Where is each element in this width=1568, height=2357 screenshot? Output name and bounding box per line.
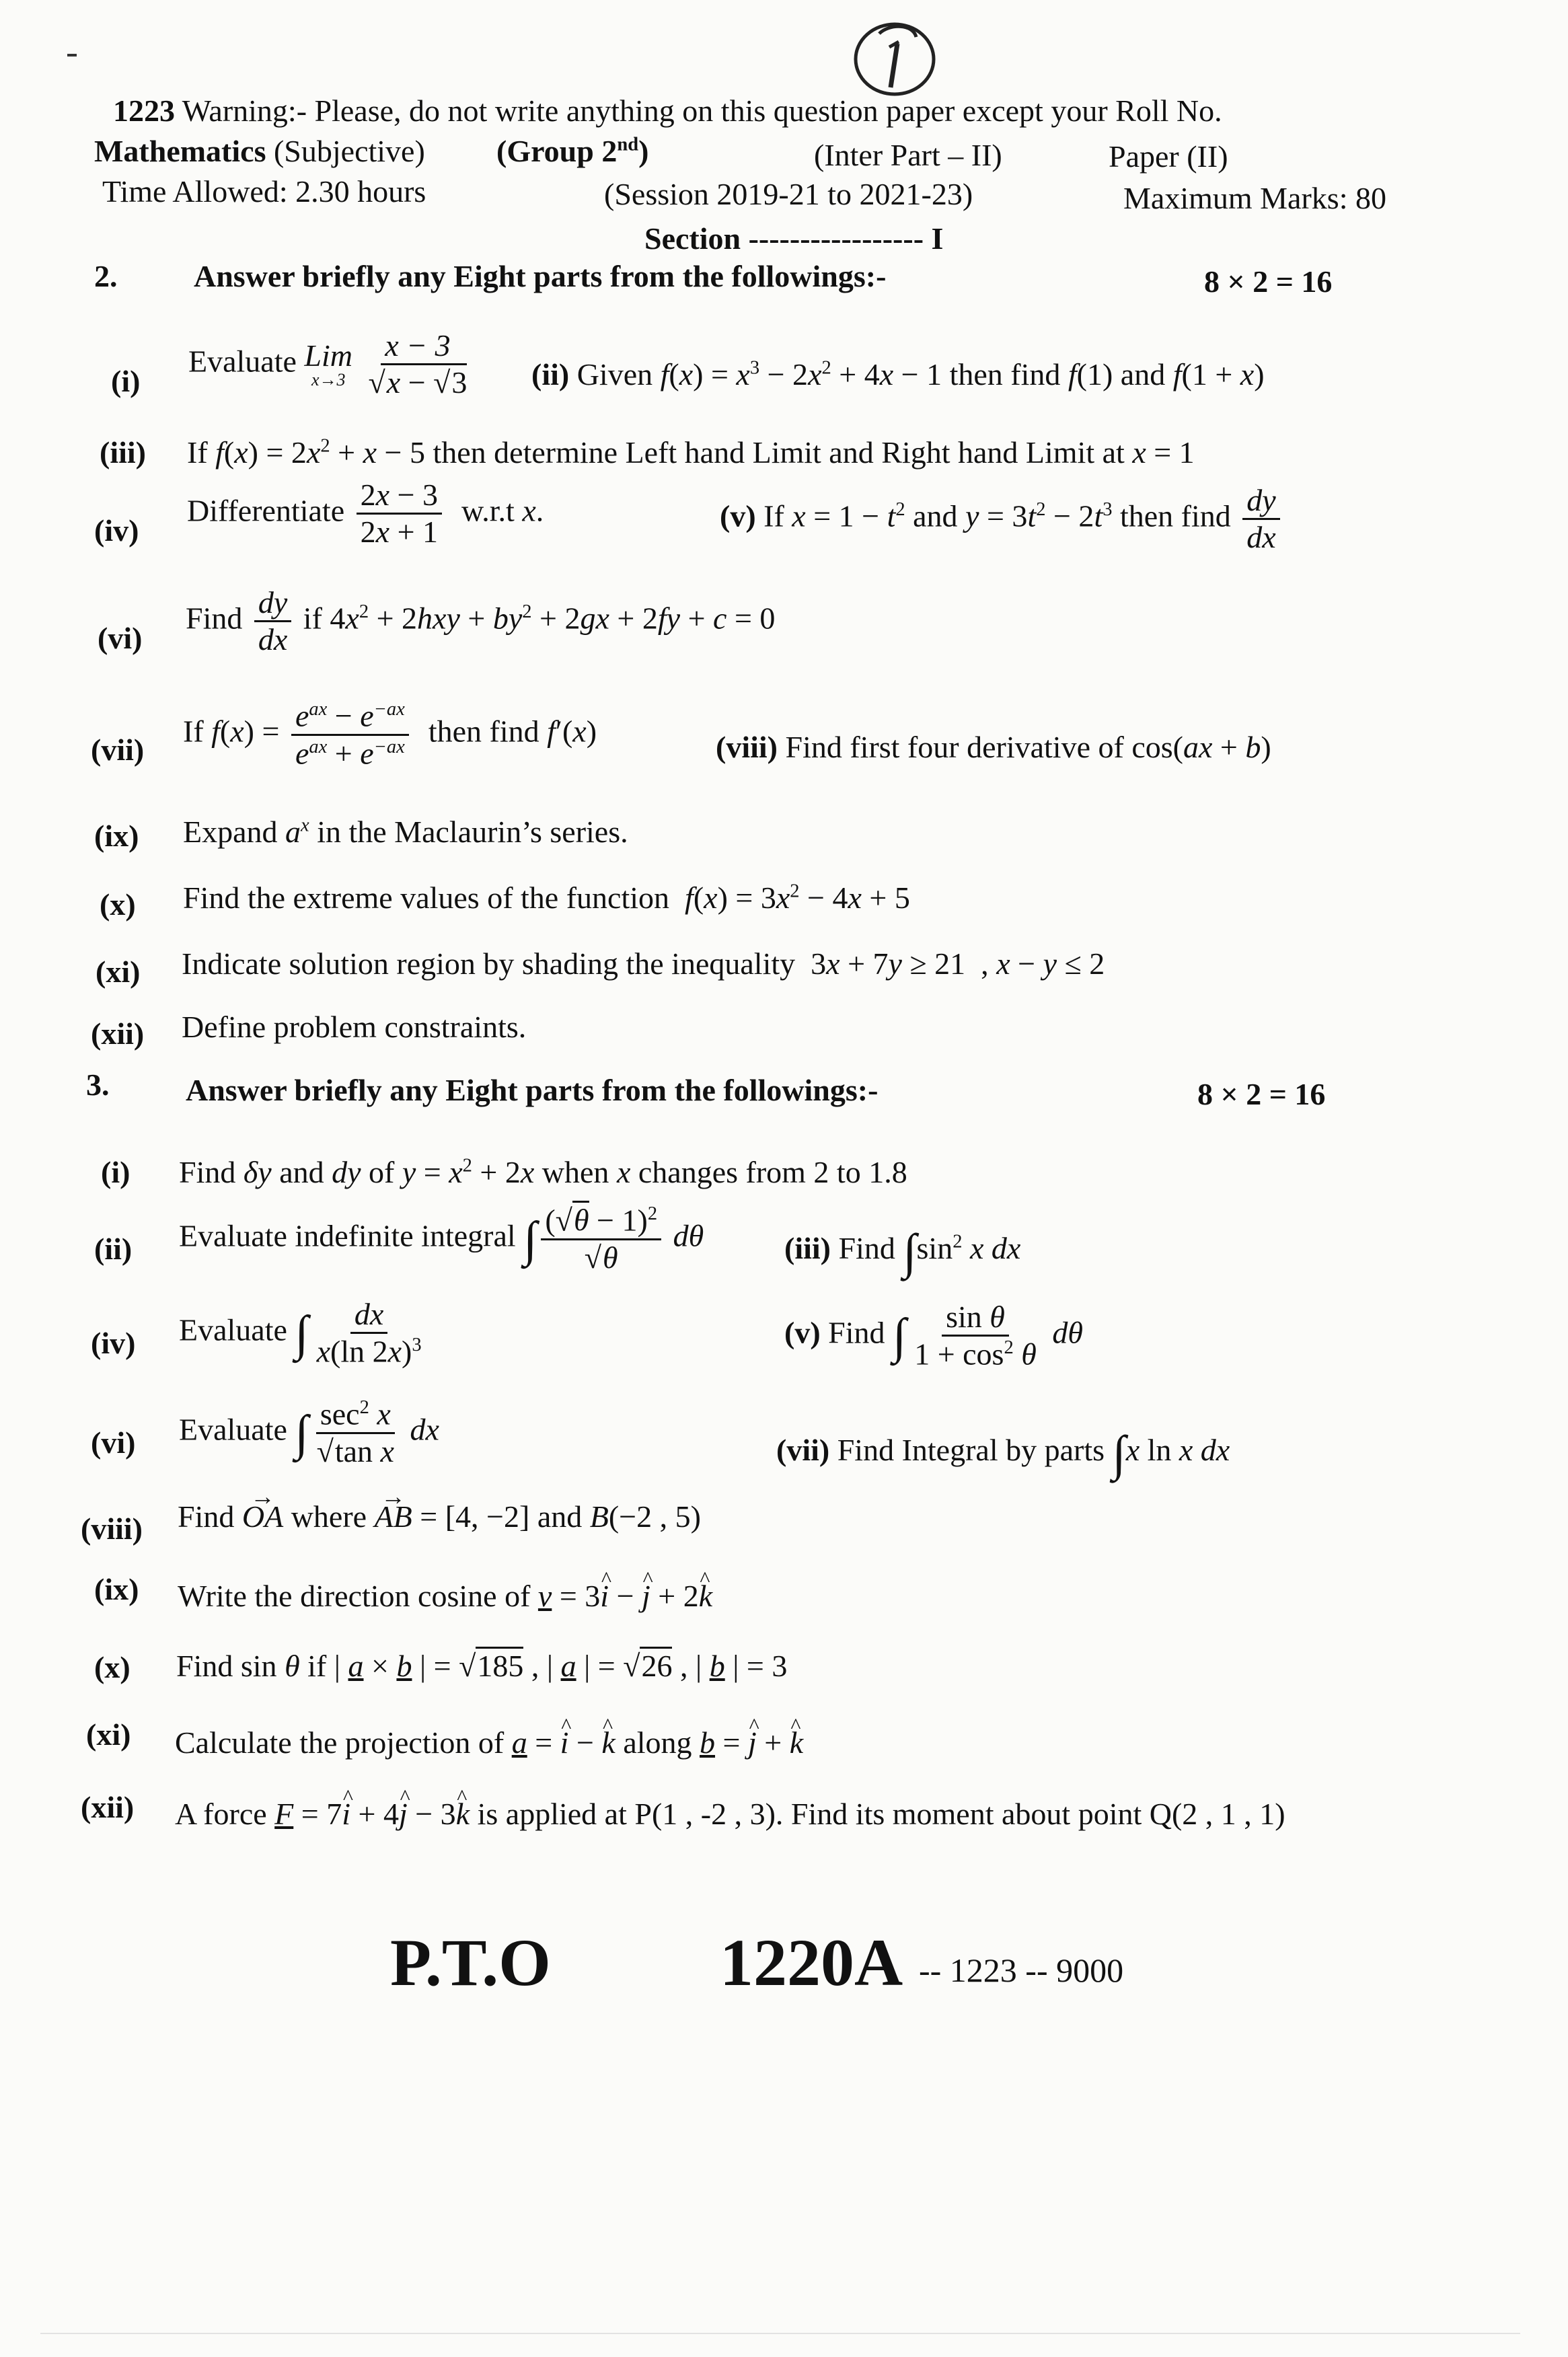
q3-part-vii: (vii) Find Integral by parts ∫x ln x dx (776, 1425, 1230, 1481)
q2-part-iv: Differentiate $\frac{2x - 3}{2x + 1}$ w.r.t x. (187, 478, 544, 550)
q2-part-v: (v) If $x = 1 - t^2$ and $y = 3t^2 - 2t^3$ then find $\frac{dy}{dx}$ (720, 484, 1284, 554)
group-label: (Group 2nd) (496, 134, 649, 168)
q2-label-vii: (vii) (91, 733, 145, 767)
q3-part-xi: Calculate the projection of a = ^ i − ^ k along b = ^ j + ^ k (175, 1725, 803, 1760)
warning-text: Warning:- Please, do not write anything on this question paper except your Roll No. (182, 93, 1222, 128)
subject-line (94, 133, 425, 169)
paper-label: Paper (II) (1109, 139, 1228, 174)
q3-instruction: Answer briefly any Eight parts from the followings:- (186, 1073, 879, 1107)
q3-label-ix: (ix) (94, 1572, 139, 1606)
q3-label-vi: (vi) (91, 1425, 136, 1460)
q2-part-xii: Define problem constraints. (182, 1010, 527, 1044)
q3-label-xi: (xi) (86, 1717, 131, 1752)
q2-label-x: (x) (100, 887, 136, 922)
q2-label-i: (i) (111, 364, 141, 398)
q2-label-ix: (ix) (94, 819, 139, 853)
part-label: (Inter Part – II) (814, 138, 1002, 172)
q2-part-i: Evaluate Lim x→3 $\frac{x - 3}{√x - √3}$ (188, 328, 468, 400)
q3-label-iv: (iv) (91, 1326, 136, 1360)
q2-part-viii: (viii) Find first four derivative of cos(ax + b) (716, 730, 1271, 764)
q2-part-ii: (ii) Given $f(x) = x^3 - 2x^2 + 4x - 1$ then find f(1) and f(1 + x) (531, 357, 1265, 391)
circled-page-number (849, 13, 940, 101)
q2-number: 2. (94, 259, 118, 293)
bottom-scan-line (40, 2333, 1520, 2334)
q2-part-xi: Indicate solution region by shading the inequality 3x + 7y ≥ 21 , x − y ≤ 2 (182, 946, 1105, 981)
q3-part-i: Find δy and dy of $y = x^2 + 2x$ when x changes from 2 to 1.8 (179, 1155, 907, 1189)
q3-part-iii: (iii) Find $\int\sin^2$ x dx (784, 1224, 1021, 1279)
q2-label-xi: (xi) (96, 955, 141, 989)
q3-label-viii: (viii) (81, 1511, 143, 1546)
q3-label-xii: (xii) (81, 1790, 135, 1824)
q2-label-xii: (xii) (91, 1016, 145, 1051)
section-heading: Section ----------------- I (644, 221, 944, 256)
q2-instruction: Answer briefly any Eight parts from the followings:- (194, 259, 887, 293)
pto-label: P.T.O (390, 1925, 551, 2000)
stray-mark (67, 54, 77, 57)
q3-part-xii: A force F = 7^ i + 4^ j − 3^ k is applied at P(1 , -2 , 3). Find its moment about point Q(2 , 1 , 1) (175, 1796, 1285, 1832)
q3-part-viii: Find → OA where → AB = [4, −2] and B(−2 , 5) (178, 1499, 701, 1534)
q3-part-v: (v) Find ∫ $\frac{\text{sin θ}}{1 + \cos^2 \theta}$ dθ (784, 1300, 1083, 1372)
q2-label-vi: (vi) (98, 621, 143, 655)
q2-label-iii: (iii) (100, 435, 146, 470)
subject-name: Mathematics (94, 134, 266, 168)
q2-marks: 8 × 2 = 16 (1204, 264, 1333, 299)
q3-part-vi: Evaluate ∫ $\frac{\sec^2 x}{\text{√tan x}}$ dx (179, 1396, 439, 1468)
q3-part-x: Find sin θ if | a × b | = √185 , | a | = √26 , | b | = 3 (176, 1648, 787, 1684)
session-label: (Session 2019-21 to 2021-23) (604, 177, 973, 211)
warning-line (113, 93, 1222, 128)
time-allowed: Time Allowed: 2.30 hours (102, 174, 426, 209)
q2-part-iii: If $f(x) = 2x^2 + x - 5$ then determine Left hand Limit and Right hand Limit at x = 1 (187, 435, 1195, 470)
q3-label-ii: (ii) (94, 1232, 133, 1266)
q3-label-i: (i) (101, 1155, 130, 1189)
q2-part-vii: If f(x) = $\frac{e^{ax} - e^{-ax}}{e^{ax} + e^{-ax}}$ then find f′(x) (183, 698, 597, 770)
footer-code: 1220A (720, 1925, 903, 2000)
q3-number: 3. (86, 1068, 110, 1102)
q2-part-x: Find the extreme values of the function $f(x) = 3x^2 - 4x + 5$ (183, 881, 910, 915)
q3-marks: 8 × 2 = 16 (1197, 1077, 1326, 1111)
q2-part-ix: Expand $a^x$ in the Maclaurin’s series. (183, 815, 628, 849)
q3-part-ii: Evaluate indefinite integral ∫ $\frac{(√\theta - 1)^2}{√\theta}$ dθ (179, 1204, 704, 1274)
q2-label-iv: (iv) (94, 513, 139, 548)
q3-part-ix: Write the direction cosine of v = 3^ i − ^ j + 2^ k (178, 1578, 712, 1614)
q3-label-x: (x) (94, 1650, 130, 1684)
subject-type: (Subjective) (273, 134, 425, 168)
q3-part-iv: Evaluate ∫ $\frac{dx}{x(\ln 2x)^3}$ (179, 1297, 422, 1369)
footer-code-small: -- 1223 -- 9000 (919, 1951, 1124, 1989)
max-marks: Maximum Marks: 80 (1123, 181, 1386, 215)
paper-code: 1223 (113, 93, 175, 128)
q2-part-vi: Find $\frac{dy}{dx}$ if $4x^2 + 2hxy + by^2 + 2gx + 2fy + c = 0$ (186, 585, 776, 657)
